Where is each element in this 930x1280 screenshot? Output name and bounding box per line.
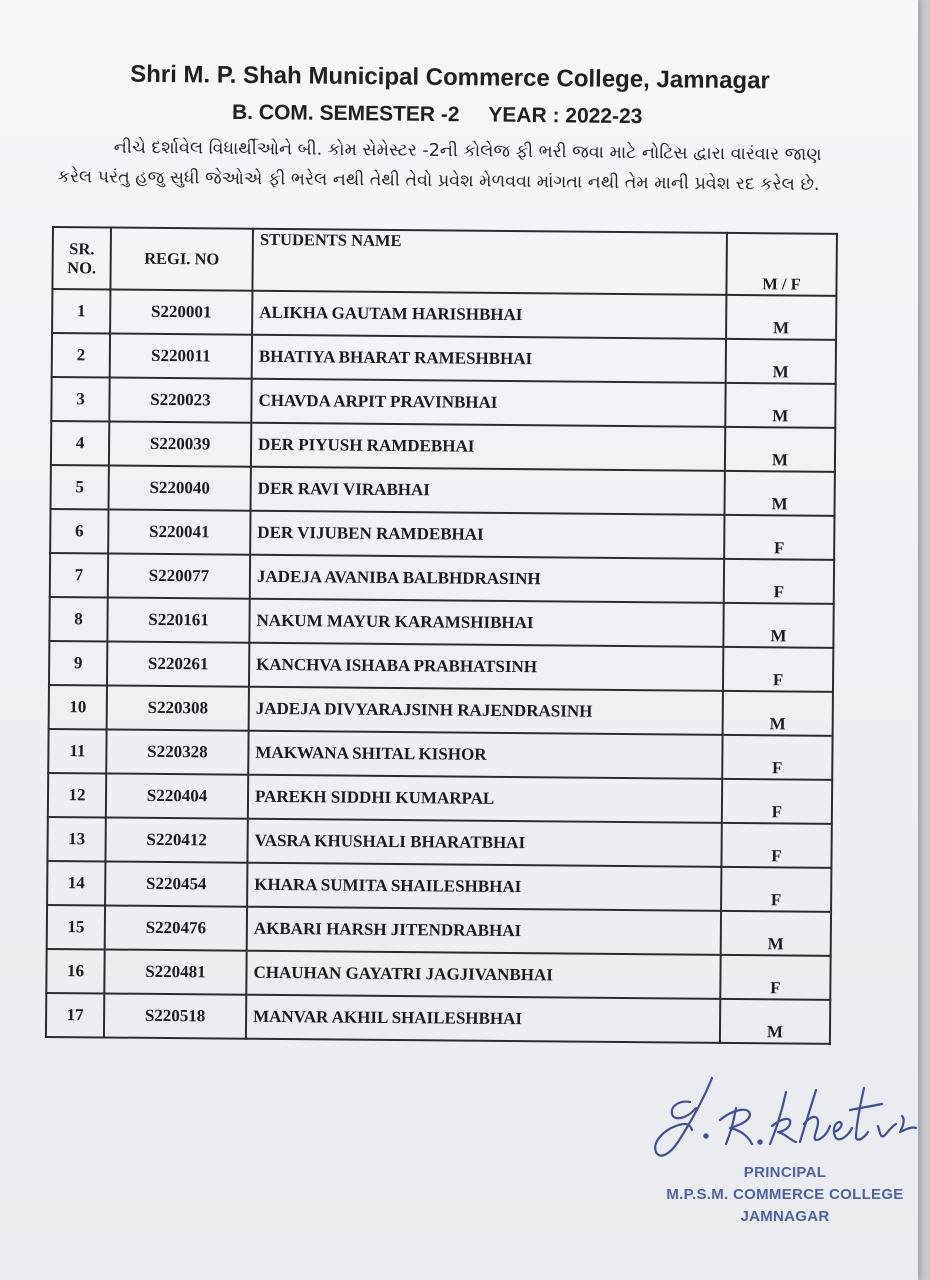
sr-no-cell: 15 bbox=[47, 905, 105, 950]
gender-cell: M bbox=[725, 383, 835, 428]
student-name-cell: JADEJA AVANIBA BALBHDRASINH bbox=[250, 555, 724, 603]
sr-no-cell: 4 bbox=[51, 421, 109, 466]
sr-no-cell: 7 bbox=[50, 553, 108, 598]
gender-cell: F bbox=[721, 823, 831, 868]
regi-no-cell: S220404 bbox=[106, 773, 248, 818]
regi-no-cell: S220412 bbox=[105, 817, 247, 862]
gender-cell: M bbox=[726, 339, 836, 384]
table-row bbox=[51, 377, 835, 428]
regi-no-cell: S220040 bbox=[109, 466, 251, 511]
sr-no-cell: 6 bbox=[50, 509, 108, 554]
table-row bbox=[50, 553, 834, 604]
sr-no-cell: 8 bbox=[49, 597, 107, 642]
student-name-cell: KANCHVA ISHABA PRABHATSINH bbox=[249, 643, 723, 691]
regi-no-cell: S220001 bbox=[110, 290, 252, 335]
student-name-cell: ALIKHA GAUTAM HARISHBHAI bbox=[252, 291, 726, 339]
student-name-cell: CHAUHAN GAYATRI JAGJIVANBHAI bbox=[246, 951, 720, 999]
student-name-cell: BHATIYA BHARAT RAMESHBHAI bbox=[252, 335, 726, 383]
regi-no-cell: S220261 bbox=[107, 641, 249, 686]
student-name-cell: JADEJA DIVYARAJSINH RAJENDRASINH bbox=[249, 687, 723, 735]
student-name-cell: VASRA KHUSHALI BHARATBHAI bbox=[247, 819, 721, 867]
table-row bbox=[50, 509, 834, 560]
regi-no-cell: S220077 bbox=[108, 554, 250, 599]
table-row bbox=[51, 465, 835, 516]
gender-cell: M bbox=[723, 603, 833, 648]
gender-cell: M bbox=[721, 911, 831, 956]
gender-cell: F bbox=[721, 867, 831, 912]
regi-no-cell: S220476 bbox=[105, 905, 247, 950]
principal-stamp bbox=[650, 1162, 920, 1228]
stamp-line-city: JAMNAGAR bbox=[740, 1208, 830, 1225]
gender-cell: F bbox=[724, 515, 834, 560]
student-name-cell: DER RAVI VIRABHAI bbox=[251, 467, 725, 515]
sr-no-cell: 13 bbox=[47, 817, 105, 862]
sr-no-cell: 3 bbox=[51, 377, 109, 422]
gender-cell: F bbox=[722, 735, 832, 780]
gender-cell: M bbox=[723, 691, 833, 736]
gender-cell: F bbox=[722, 779, 832, 824]
student-name-cell: PAREKH SIDDHI KUMARPAL bbox=[248, 775, 722, 823]
gender-cell: F bbox=[724, 559, 834, 604]
regi-no-cell: S220518 bbox=[104, 993, 246, 1038]
regi-no-cell: S220454 bbox=[105, 861, 247, 906]
student-name-cell: KHARA SUMITA SHAILESHBHAI bbox=[247, 863, 721, 911]
sr-no-cell: 12 bbox=[48, 773, 106, 818]
year-label: YEAR : 2022-23 bbox=[488, 103, 643, 129]
student-name-cell: AKBARI HARSH JITENDRABHAI bbox=[247, 907, 721, 955]
sr-no-cell: 17 bbox=[46, 993, 104, 1038]
sr-no-cell: 10 bbox=[49, 685, 107, 730]
gender-cell: M bbox=[726, 295, 836, 340]
header-gender: M / F bbox=[726, 233, 837, 296]
gender-cell: M bbox=[725, 427, 835, 472]
regi-no-cell: S220041 bbox=[108, 510, 250, 555]
table-row bbox=[46, 993, 830, 1044]
semester-label: B. COM. SEMESTER -2 bbox=[231, 100, 460, 127]
table-row bbox=[49, 685, 833, 736]
student-name-cell: MANVAR AKHIL SHAILESHBHAI bbox=[246, 995, 720, 1043]
header-regi-no: REGI. NO bbox=[110, 228, 253, 291]
table-row bbox=[47, 861, 831, 912]
sr-no-cell: 5 bbox=[51, 465, 109, 510]
student-name-cell: NAKUM MAYUR KARAMSHIBHAI bbox=[249, 599, 723, 647]
header-student-name: STUDENTS NAME bbox=[252, 229, 727, 295]
semester-year-line bbox=[232, 101, 643, 129]
student-name-cell: MAKWANA SHITAL KISHOR bbox=[248, 731, 722, 779]
principal-signature bbox=[650, 1070, 920, 1170]
regi-no-cell: S220023 bbox=[109, 378, 251, 423]
table-header-row bbox=[52, 227, 837, 296]
table-row bbox=[47, 817, 831, 868]
regi-no-cell: S220039 bbox=[109, 422, 251, 467]
gender-cell: M bbox=[720, 999, 830, 1044]
table-row bbox=[47, 905, 831, 956]
students-table bbox=[45, 226, 838, 1045]
stamp-line-college: M.P.S.M. COMMERCE COLLEGE bbox=[666, 1186, 904, 1203]
sr-no-cell: 14 bbox=[47, 861, 105, 906]
regi-no-cell: S220481 bbox=[104, 949, 246, 994]
table-row bbox=[49, 597, 833, 648]
sr-no-cell: 11 bbox=[48, 729, 106, 774]
sr-no-cell: 1 bbox=[52, 289, 110, 334]
table-row bbox=[46, 949, 830, 1000]
table-row bbox=[49, 641, 833, 692]
header-sr-no: SR. NO. bbox=[52, 227, 111, 290]
stamp-line-principal: PRINCIPAL bbox=[743, 1164, 827, 1181]
table-body bbox=[46, 289, 836, 1044]
college-title: Shri M. P. Shah Municipal Commerce College, Jamnagar bbox=[130, 60, 771, 95]
table-row bbox=[52, 289, 836, 340]
table-row bbox=[48, 729, 832, 780]
regi-no-cell: S220308 bbox=[107, 685, 249, 730]
sr-no-cell: 9 bbox=[49, 641, 107, 686]
table-row bbox=[52, 333, 836, 384]
student-name-cell: DER VIJUBEN RAMDEBHAI bbox=[250, 511, 724, 559]
gender-cell: M bbox=[725, 471, 835, 516]
notice-text: નીચે દર્શાવેલ વિધાર્થીઓને બી. કોમ સેમેસ્ટર -2ની કોલેજ ફી ભરી જવા માટે નોટિસ દ્વારા વારંવાર જાણ કરેલ પરંતુ હજુ સુધી જેઓએ ફી ભરેલ નથી તેથી તેવો પ્રવેશ મેળવવા માંગતા નથી તેમ માની પ્રવેશ રદ કરેલ છે. bbox=[57, 137, 822, 195]
table-row bbox=[51, 421, 835, 472]
gender-cell: F bbox=[723, 647, 833, 692]
sr-no-cell: 2 bbox=[52, 333, 110, 378]
gender-cell: F bbox=[720, 955, 830, 1000]
regi-no-cell: S220328 bbox=[106, 729, 248, 774]
table-row bbox=[48, 773, 832, 824]
sr-no-cell: 16 bbox=[46, 949, 104, 994]
student-name-cell: DER PIYUSH RAMDEBHAI bbox=[251, 423, 725, 471]
regi-no-cell: S220161 bbox=[107, 598, 249, 643]
student-name-cell: CHAVDA ARPIT PRAVINBHAI bbox=[251, 379, 725, 427]
regi-no-cell: S220011 bbox=[110, 334, 252, 379]
